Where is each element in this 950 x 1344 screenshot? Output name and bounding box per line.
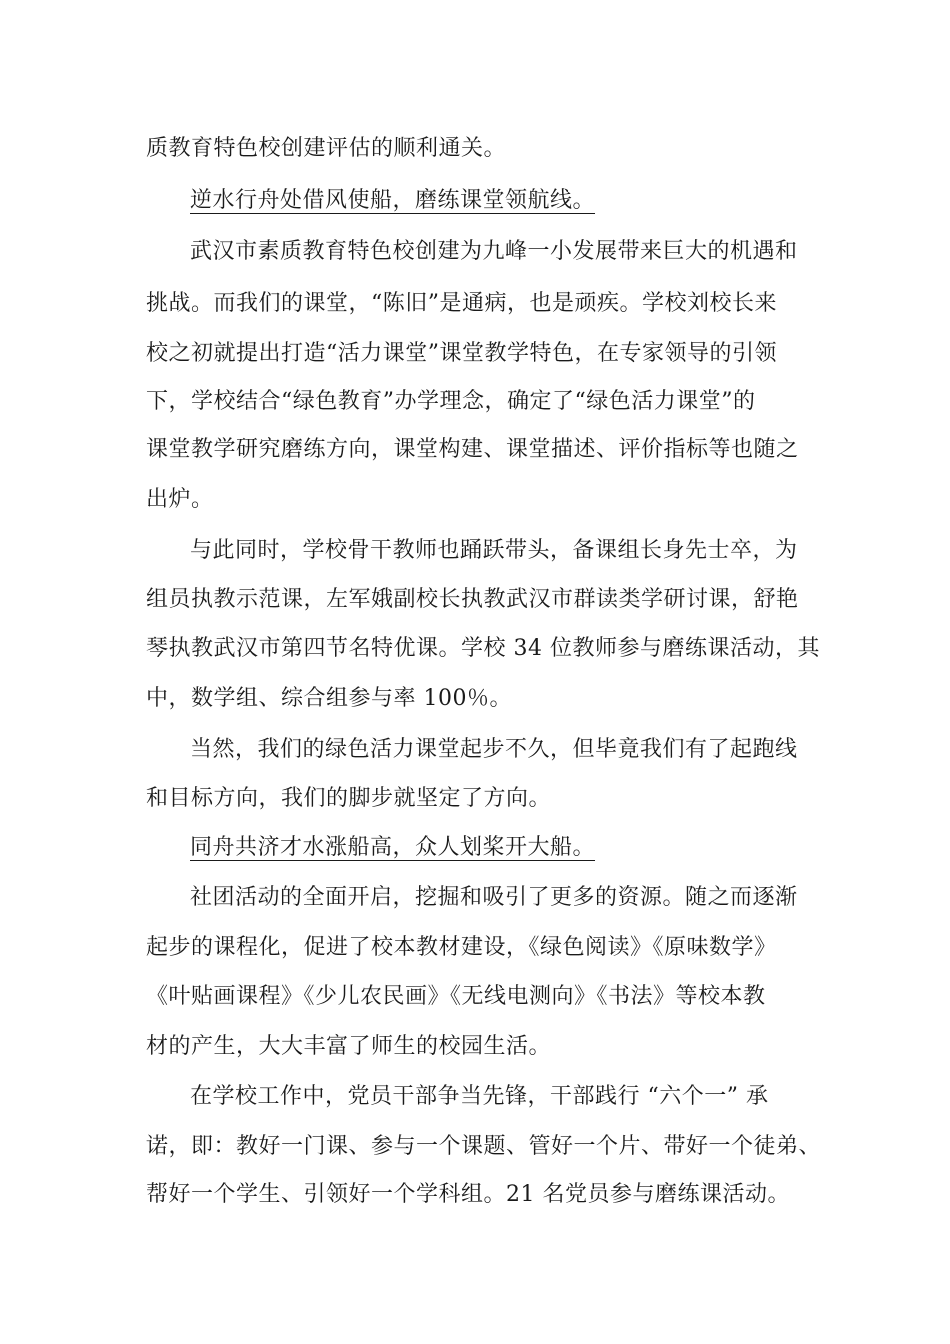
paragraph-line: 课堂教学研究磨练方向，课堂构建、课堂描述、评价指标等也随之 [146, 437, 799, 462]
paragraph-line: 在学校工作中，党员干部争当先锋，干部践行 “六个一” 承 [190, 1084, 769, 1109]
paragraph-line: 校之初就提出打造“活力课堂”课堂教学特色，在专家领导的引领 [146, 341, 777, 366]
paragraph-line: 质教育特色校创建评估的顺利通关。 [146, 136, 507, 161]
paragraph-line: 和目标方向，我们的脚步就坚定了方向。 [146, 786, 552, 811]
paragraph-line: 琴执教武汉市第四节名特优课。学校 34 位教师参与磨练课活动，其 [146, 636, 820, 661]
paragraph-line: 挑战。而我们的课堂，“陈旧”是通病，也是顽疾。学校刘校长来 [146, 291, 777, 316]
paragraph-line: 出炉。 [146, 487, 214, 512]
paragraph-line: 中，数学组、综合组参与率 100％。 [146, 686, 512, 711]
paragraph-line: 《叶贴画课程》《少儿农民画》《无线电测向》《书法》等校本教 [146, 984, 766, 1009]
paragraph-line: 社团活动的全面开启，挖掘和吸引了更多的资源。随之而逐渐 [190, 885, 798, 910]
paragraph-line: 材的产生，大大丰富了师生的校园生活。 [146, 1034, 552, 1059]
section-heading: 逆水行舟处借风使船，磨练课堂领航线。 [190, 188, 596, 213]
paragraph-line: 起步的课程化，促进了校本教材建设，《绿色阅读》《原味数学》 [146, 935, 777, 960]
paragraph-line: 下，学校结合“绿色教育”办学理念，确定了“绿色活力课堂”的 [146, 389, 756, 414]
paragraph-line: 诺，即：教好一门课、参与一个课题、管好一个片、带好一个徒弟、 [146, 1134, 822, 1159]
paragraph-line: 武汉市素质教育特色校创建为九峰一小发展带来巨大的机遇和 [190, 239, 798, 264]
paragraph-line: 当然，我们的绿色活力课堂起步不久，但毕竟我们有了起跑线 [190, 737, 798, 762]
paragraph-line: 组员执教示范课，左军娥副校长执教武汉市群读类学研讨课，舒艳 [146, 587, 799, 612]
section-heading: 同舟共济才水涨船高，众人划桨开大船。 [190, 835, 596, 860]
paragraph-line: 帮好一个学生、引领好一个学科组。21 名党员参与磨练课活动。 [146, 1182, 790, 1207]
paragraph-line: 与此同时，学校骨干教师也踊跃带头，备课组长身先士卒，为 [190, 538, 798, 563]
